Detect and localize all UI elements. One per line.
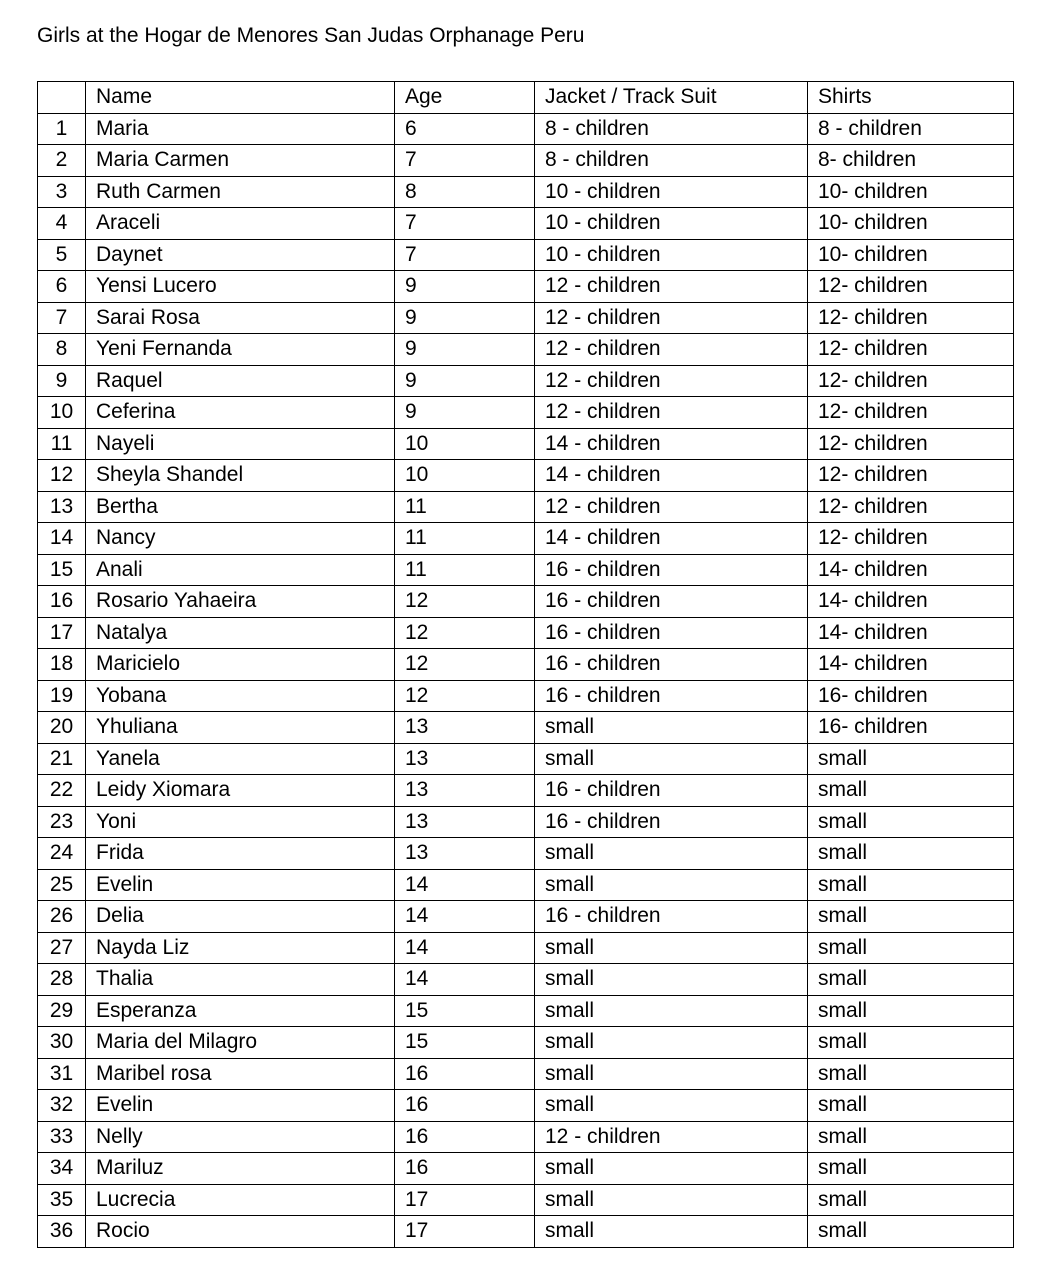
jacket-size-cell: 8 - children [535, 145, 808, 177]
jacket-size-cell: small [535, 932, 808, 964]
jacket-size-cell: 14 - children [535, 428, 808, 460]
name-cell: Esperanza [86, 995, 395, 1027]
jacket-size-cell: small [535, 1153, 808, 1185]
shirt-size-cell: 12- children [808, 460, 1014, 492]
table-row [38, 901, 1014, 933]
name-cell: Yobana [86, 680, 395, 712]
row-number-cell: 16 [38, 586, 86, 618]
name-cell: Maria Carmen [86, 145, 395, 177]
jacket-size-cell: 8 - children [535, 113, 808, 145]
age-cell: 13 [395, 712, 535, 744]
age-cell: 13 [395, 806, 535, 838]
age-cell: 16 [395, 1153, 535, 1185]
table-row [38, 743, 1014, 775]
name-cell: Anali [86, 554, 395, 586]
row-number-cell: 34 [38, 1153, 86, 1185]
name-cell: Natalya [86, 617, 395, 649]
shirt-size-cell: 14- children [808, 649, 1014, 681]
table-row [38, 775, 1014, 807]
row-number-cell: 23 [38, 806, 86, 838]
age-cell: 6 [395, 113, 535, 145]
shirt-size-cell: 12- children [808, 365, 1014, 397]
table-row [38, 271, 1014, 303]
name-cell: Bertha [86, 491, 395, 523]
table-row [38, 586, 1014, 618]
jacket-size-cell: 12 - children [535, 397, 808, 429]
table-header-row [38, 82, 1014, 114]
name-cell: Nayeli [86, 428, 395, 460]
jacket-size-cell: small [535, 743, 808, 775]
table-row [38, 397, 1014, 429]
row-number-cell: 29 [38, 995, 86, 1027]
shirt-size-cell: 8 - children [808, 113, 1014, 145]
name-cell: Maribel rosa [86, 1058, 395, 1090]
age-cell: 12 [395, 586, 535, 618]
table-row [38, 869, 1014, 901]
table-row [38, 1216, 1014, 1248]
age-cell: 8 [395, 176, 535, 208]
age-cell: 9 [395, 271, 535, 303]
row-number-cell: 19 [38, 680, 86, 712]
jacket-size-cell: 10 - children [535, 176, 808, 208]
name-cell: Raquel [86, 365, 395, 397]
header-name: Name [86, 82, 395, 114]
table-row [38, 1090, 1014, 1122]
shirt-size-cell: 16- children [808, 712, 1014, 744]
shirt-size-cell: small [808, 743, 1014, 775]
table-row [38, 712, 1014, 744]
table-row [38, 460, 1014, 492]
jacket-size-cell: 14 - children [535, 460, 808, 492]
row-number-cell: 14 [38, 523, 86, 555]
jacket-size-cell: 16 - children [535, 586, 808, 618]
jacket-size-cell: 14 - children [535, 523, 808, 555]
row-number-cell: 25 [38, 869, 86, 901]
shirt-size-cell: small [808, 806, 1014, 838]
jacket-size-cell: small [535, 838, 808, 870]
jacket-size-cell: 16 - children [535, 806, 808, 838]
shirt-size-cell: 10- children [808, 176, 1014, 208]
name-cell: Rosario Yahaeira [86, 586, 395, 618]
name-cell: Nayda Liz [86, 932, 395, 964]
table-row [38, 113, 1014, 145]
jacket-size-cell: small [535, 995, 808, 1027]
jacket-size-cell: 12 - children [535, 302, 808, 334]
age-cell: 12 [395, 649, 535, 681]
age-cell: 10 [395, 428, 535, 460]
age-cell: 11 [395, 554, 535, 586]
name-cell: Nelly [86, 1121, 395, 1153]
jacket-size-cell: small [535, 1027, 808, 1059]
table-row [38, 680, 1014, 712]
age-cell: 13 [395, 775, 535, 807]
name-cell: Evelin [86, 1090, 395, 1122]
jacket-size-cell: 12 - children [535, 334, 808, 366]
jacket-size-cell: 16 - children [535, 775, 808, 807]
header-jacket-track-suit: Jacket / Track Suit [535, 82, 808, 114]
table-row [38, 838, 1014, 870]
shirt-size-cell: 14- children [808, 617, 1014, 649]
name-cell: Yeni Fernanda [86, 334, 395, 366]
age-cell: 13 [395, 838, 535, 870]
table-row [38, 491, 1014, 523]
name-cell: Yoni [86, 806, 395, 838]
table-row [38, 208, 1014, 240]
shirt-size-cell: small [808, 901, 1014, 933]
name-cell: Leidy Xiomara [86, 775, 395, 807]
table-row [38, 428, 1014, 460]
row-number-cell: 21 [38, 743, 86, 775]
row-number-cell: 2 [38, 145, 86, 177]
row-number-cell: 27 [38, 932, 86, 964]
document-title: Girls at the Hogar de Menores San Judas Orphanage Peru [37, 24, 585, 47]
row-number-cell: 10 [38, 397, 86, 429]
table-row [38, 1058, 1014, 1090]
age-cell: 7 [395, 145, 535, 177]
row-number-cell: 32 [38, 1090, 86, 1122]
age-cell: 7 [395, 208, 535, 240]
jacket-size-cell: small [535, 1058, 808, 1090]
jacket-size-cell: small [535, 1090, 808, 1122]
row-number-cell: 1 [38, 113, 86, 145]
name-cell: Yensi Lucero [86, 271, 395, 303]
row-number-cell: 5 [38, 239, 86, 271]
row-number-cell: 35 [38, 1184, 86, 1216]
row-number-cell: 30 [38, 1027, 86, 1059]
name-cell: Maria del Milagro [86, 1027, 395, 1059]
jacket-size-cell: 16 - children [535, 554, 808, 586]
jacket-size-cell: 12 - children [535, 1121, 808, 1153]
jacket-size-cell: 16 - children [535, 617, 808, 649]
row-number-cell: 17 [38, 617, 86, 649]
shirt-size-cell: small [808, 1090, 1014, 1122]
name-cell: Sarai Rosa [86, 302, 395, 334]
row-number-cell: 8 [38, 334, 86, 366]
name-cell: Rocio [86, 1216, 395, 1248]
table-row [38, 145, 1014, 177]
table-row [38, 554, 1014, 586]
age-cell: 9 [395, 365, 535, 397]
jacket-size-cell: small [535, 1184, 808, 1216]
row-number-cell: 33 [38, 1121, 86, 1153]
age-cell: 9 [395, 334, 535, 366]
age-cell: 12 [395, 617, 535, 649]
row-number-cell: 18 [38, 649, 86, 681]
shirt-size-cell: 12- children [808, 271, 1014, 303]
age-cell: 16 [395, 1090, 535, 1122]
table-row [38, 523, 1014, 555]
shirt-size-cell: small [808, 1058, 1014, 1090]
shirt-size-cell: small [808, 1153, 1014, 1185]
name-cell: Ceferina [86, 397, 395, 429]
row-number-cell: 6 [38, 271, 86, 303]
shirt-size-cell: 14- children [808, 586, 1014, 618]
header-age: Age [395, 82, 535, 114]
name-cell: Araceli [86, 208, 395, 240]
shirt-size-cell: small [808, 1121, 1014, 1153]
jacket-size-cell: 12 - children [535, 491, 808, 523]
jacket-size-cell: small [535, 712, 808, 744]
name-cell: Ruth Carmen [86, 176, 395, 208]
table-row [38, 932, 1014, 964]
table-row [38, 1027, 1014, 1059]
row-number-cell: 26 [38, 901, 86, 933]
row-number-cell: 11 [38, 428, 86, 460]
shirt-size-cell: 12- children [808, 334, 1014, 366]
row-number-cell: 9 [38, 365, 86, 397]
age-cell: 9 [395, 302, 535, 334]
age-cell: 14 [395, 964, 535, 996]
shirt-size-cell: 8- children [808, 145, 1014, 177]
table-row [38, 617, 1014, 649]
header-number [38, 82, 86, 114]
name-cell: Lucrecia [86, 1184, 395, 1216]
name-cell: Nancy [86, 523, 395, 555]
table-row [38, 649, 1014, 681]
age-cell: 10 [395, 460, 535, 492]
name-cell: Sheyla Shandel [86, 460, 395, 492]
name-cell: Maria [86, 113, 395, 145]
row-number-cell: 28 [38, 964, 86, 996]
row-number-cell: 31 [38, 1058, 86, 1090]
row-number-cell: 4 [38, 208, 86, 240]
age-cell: 15 [395, 1027, 535, 1059]
table-row [38, 302, 1014, 334]
shirt-size-cell: small [808, 964, 1014, 996]
shirt-size-cell: small [808, 995, 1014, 1027]
table-row [38, 964, 1014, 996]
name-cell: Mariluz [86, 1153, 395, 1185]
name-cell: Yanela [86, 743, 395, 775]
age-cell: 17 [395, 1216, 535, 1248]
table-row [38, 995, 1014, 1027]
table-row [38, 239, 1014, 271]
table-row [38, 1184, 1014, 1216]
name-cell: Evelin [86, 869, 395, 901]
row-number-cell: 3 [38, 176, 86, 208]
shirt-size-cell: small [808, 1216, 1014, 1248]
jacket-size-cell: small [535, 964, 808, 996]
name-cell: Frida [86, 838, 395, 870]
table-row [38, 1153, 1014, 1185]
name-cell: Daynet [86, 239, 395, 271]
age-cell: 13 [395, 743, 535, 775]
name-cell: Delia [86, 901, 395, 933]
shirt-size-cell: small [808, 1027, 1014, 1059]
header-shirts: Shirts [808, 82, 1014, 114]
table-row [38, 806, 1014, 838]
shirt-size-cell: small [808, 838, 1014, 870]
shirt-size-cell: 10- children [808, 239, 1014, 271]
shirt-size-cell: 16- children [808, 680, 1014, 712]
row-number-cell: 22 [38, 775, 86, 807]
age-cell: 11 [395, 491, 535, 523]
age-cell: 7 [395, 239, 535, 271]
age-cell: 16 [395, 1121, 535, 1153]
name-cell: Thalia [86, 964, 395, 996]
jacket-size-cell: small [535, 869, 808, 901]
table-row [38, 334, 1014, 366]
age-cell: 11 [395, 523, 535, 555]
age-cell: 14 [395, 869, 535, 901]
row-number-cell: 7 [38, 302, 86, 334]
shirt-size-cell: 12- children [808, 523, 1014, 555]
row-number-cell: 36 [38, 1216, 86, 1248]
name-cell: Yhuliana [86, 712, 395, 744]
shirt-size-cell: 12- children [808, 428, 1014, 460]
table-row [38, 365, 1014, 397]
jacket-size-cell: 16 - children [535, 680, 808, 712]
age-cell: 17 [395, 1184, 535, 1216]
jacket-size-cell: 10 - children [535, 239, 808, 271]
row-number-cell: 20 [38, 712, 86, 744]
row-number-cell: 12 [38, 460, 86, 492]
shirt-size-cell: small [808, 869, 1014, 901]
jacket-size-cell: small [535, 1216, 808, 1248]
table-row [38, 176, 1014, 208]
jacket-size-cell: 16 - children [535, 649, 808, 681]
row-number-cell: 13 [38, 491, 86, 523]
age-cell: 14 [395, 932, 535, 964]
jacket-size-cell: 16 - children [535, 901, 808, 933]
shirt-size-cell: 14- children [808, 554, 1014, 586]
shirt-size-cell: 12- children [808, 302, 1014, 334]
age-cell: 14 [395, 901, 535, 933]
table-row [38, 1121, 1014, 1153]
jacket-size-cell: 12 - children [535, 365, 808, 397]
row-number-cell: 15 [38, 554, 86, 586]
shirt-size-cell: 12- children [808, 491, 1014, 523]
age-cell: 9 [395, 397, 535, 429]
jacket-size-cell: 12 - children [535, 271, 808, 303]
shirt-size-cell: small [808, 1184, 1014, 1216]
age-cell: 16 [395, 1058, 535, 1090]
age-cell: 15 [395, 995, 535, 1027]
roster-table [37, 81, 1014, 1248]
shirt-size-cell: small [808, 932, 1014, 964]
jacket-size-cell: 10 - children [535, 208, 808, 240]
shirt-size-cell: 12- children [808, 397, 1014, 429]
shirt-size-cell: small [808, 775, 1014, 807]
age-cell: 12 [395, 680, 535, 712]
shirt-size-cell: 10- children [808, 208, 1014, 240]
roster-table-body [38, 82, 1014, 1248]
name-cell: Maricielo [86, 649, 395, 681]
row-number-cell: 24 [38, 838, 86, 870]
